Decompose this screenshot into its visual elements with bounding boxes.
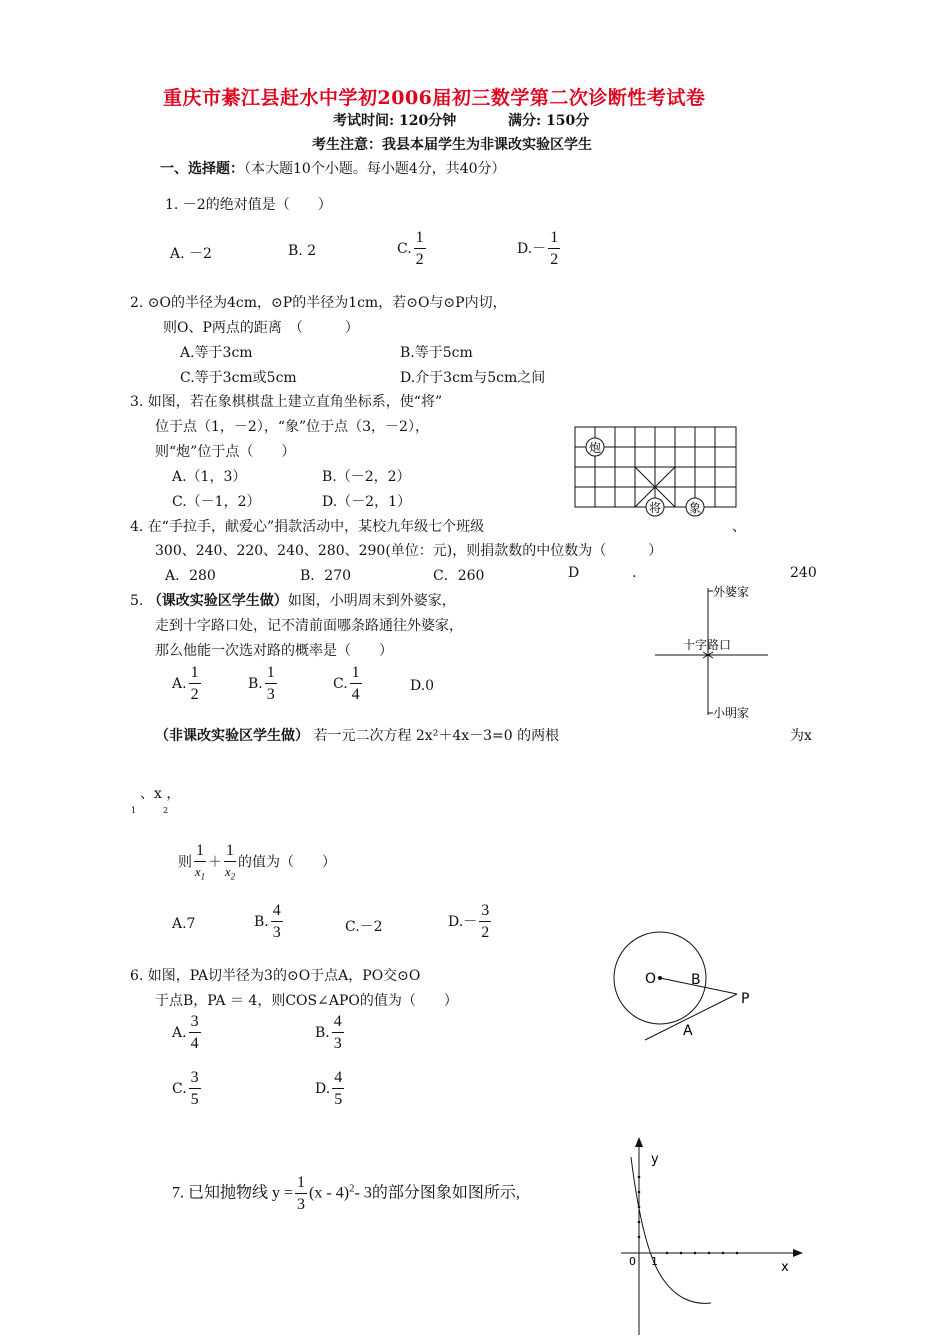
q3-option-a: A.（1，3） [172,469,247,485]
q5b-ask: 则 $\frac{1}{x_1}$ ＋ $\frac{1}{x_2}$ 的值为（ ） [178,842,336,882]
q4-option-c: C．260 [433,568,485,584]
q3-line2: 位于点（1，－2），“象”位于点（3，－2）， [155,419,429,435]
q1-stem: 1. －2的绝对值是（ ） [165,197,332,213]
svg-text:将: 将 [648,501,662,515]
q4-line2: 300、240、220、240、280、290(单位：元)，则捐款数的中位数为（ ） [155,543,663,559]
full-score: 满分: 150分 [508,113,590,129]
section-note: （本大题10个小题。每小题4分，共40分） [244,161,506,177]
notice: 考生注意：我县本届学生为非课改实验区学生 [312,137,592,153]
label-b: B [691,972,701,988]
q6-line2: 于点B，PA ＝ 4，则COS∠APO的值为（ ） [155,993,458,1009]
q3-line1: 3. 如图，若在象棋棋盘上建立直角坐标系，使“将” [130,394,443,410]
crossroad-figure [650,583,780,723]
q3-option-d: D.（－2，1） [322,494,411,510]
circle-tangent-figure [605,928,775,1043]
pao-piece [586,438,604,456]
q6-option-d: D. $\frac{4}{5}$ [315,1069,343,1108]
jiang-piece [646,498,664,516]
q5b-sub1: 1 [131,806,137,815]
q6-line1: 6. 如图，PA切半径为3的⊙O于点A，PO交⊙O [130,968,421,984]
q5-option-a: A. $\frac{1}{2}$ [172,664,199,703]
q4-option-d: D [568,565,580,581]
q5b-option-d: D.－ $\frac{3}{2}$ [448,902,490,941]
q5b-option-b: B. $\frac{4}{3}$ [254,902,281,941]
map-label-cross: 十字路口 [683,638,732,652]
q2-option-d: D.介于3cm与5cm之间 [400,370,546,386]
q2-option-c: C.等于3cm或5cm [180,370,297,386]
page-title: 重庆市綦江县赶水中学初2006届初三数学第二次诊断性考试卷 [163,87,706,109]
label-p: P [741,991,750,1007]
q1-option-a: A. －2 [170,246,212,262]
q7-line: 7. 已知抛物线 y = $\frac{1}{3}$ (x - 4)$^2$- 3的部分图象如图所示, [172,1174,520,1213]
q4-option-b: B．270 [300,568,352,584]
q5-line2: 走到十字路口处，记不清前面哪条路通往外婆家， [155,618,463,634]
q4-line1: 4. 在“手拉手，献爱心”捐款活动中，某校九年级七个班级 [130,519,485,535]
svg-text:炮: 炮 [588,441,602,455]
label-o: O [645,971,657,987]
q5-line1: 5. （课改实验区学生做）如图，小明周末到外婆家， [130,593,456,609]
axis-origin: 0 [629,1255,636,1268]
q2-line1: 2. ⊙O的半径为4cm，⊙P的半径为1cm，若⊙O与⊙P内切， [130,295,507,311]
svg-text:象: 象 [688,501,702,515]
q5b-sub2: 2 [163,806,169,815]
q3-option-c: C.（－1，2） [172,494,261,510]
q6-option-b: B. $\frac{4}{3}$ [315,1013,342,1052]
q5b-option-c: C.－2 [345,919,383,935]
q5-option-b: B. $\frac{1}{3}$ [248,664,275,703]
q5b-tail: 为x [790,728,812,744]
exam-time: 考试时间: 120分钟 [333,113,457,129]
axis-label-x: x [781,1260,789,1275]
q5-option-d: D.0 [410,678,435,694]
section-heading [160,158,506,178]
q6-option-c: C. $\frac{3}{5}$ [172,1069,199,1108]
q5b-fragment: 、x ， [140,786,181,802]
q6-option-a: A. $\frac{3}{4}$ [172,1013,199,1052]
q1-option-b: B. 2 [288,243,317,259]
axis-one: 1 [651,1255,658,1268]
q5b-line: （非课改实验区学生做） 若一元二次方程 2x²＋4x－3=0 的两根 [155,728,560,744]
q2-option-a: A.等于3cm [180,345,253,361]
q3-option-b: B.（－2，2） [322,469,411,485]
xiang-piece [686,498,704,516]
q2-line2: 则O、P两点的距离 （ ） [163,320,359,336]
q3-line3: 则“炮”位于点（ ） [155,444,296,460]
section-title: 一、选择题： [160,161,244,177]
map-label-bottom: 小明家 [713,706,750,720]
q5-line3: 那么他能一次选对路的概率是（ ） [155,643,393,659]
q1-option-c: C. $\frac{1}{2}$ [397,229,424,268]
label-a: A [683,1023,693,1039]
q1-option-d: D.－ $\frac{1}{2}$ [517,229,559,268]
q2-option-b: B.等于5cm [400,345,473,361]
chess-board-figure [570,422,745,517]
q4-option-d-value: 240 [790,565,817,581]
parabola-figure [615,1135,805,1340]
map-label-top: 外婆家 [713,585,750,599]
q4-option-a: A．280 [165,568,216,584]
q5b-option-a: A.7 [172,916,196,932]
axis-label-y: y [651,1152,659,1167]
q4-option-d-dot: . [632,565,637,581]
q5-option-c: C. $\frac{1}{4}$ [333,664,360,703]
q4-comma: 、 [732,519,746,535]
